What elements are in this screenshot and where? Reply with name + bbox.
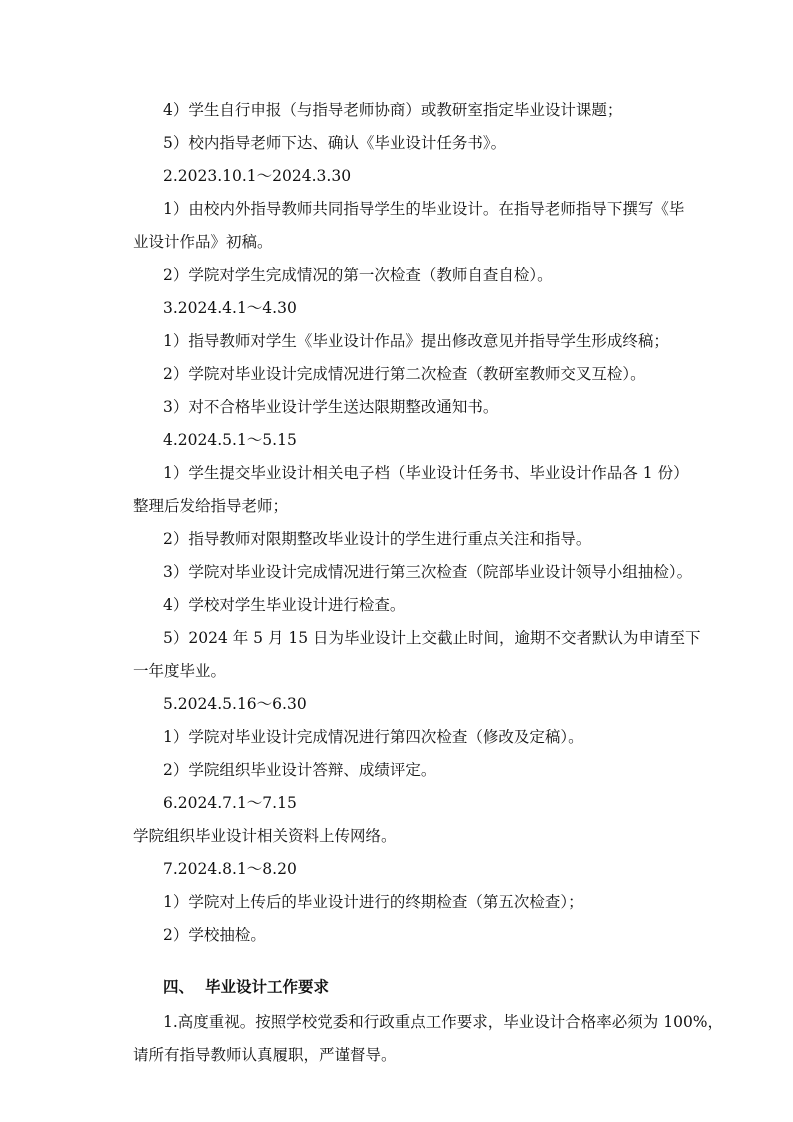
phase4-item-1-line-2: 整理后发给指导老师； bbox=[133, 497, 289, 515]
section-4-number: 四、 bbox=[163, 978, 195, 996]
phase5-item-2: 2）学院组织毕业设计答辩、成绩评定。 bbox=[163, 761, 437, 779]
section-4-item-1-line-1: 1.高度重视。按照学校党委和行政重点工作要求，毕业设计合格率必须为 100%， bbox=[163, 1013, 724, 1031]
section-4-title: 毕业设计工作要求 bbox=[205, 978, 330, 996]
phase2-date: 2.2023.10.1～2024.3.30 bbox=[163, 167, 352, 185]
phase4-item-2: 2）指导教师对限期整改毕业设计的学生进行重点关注和指导。 bbox=[163, 530, 592, 548]
phase2-item-1-line-1: 1）由校内外指导教师共同指导学生的毕业设计。在指导老师指导下撰写《毕 bbox=[163, 200, 685, 218]
phase2-item-1-line-2: 业设计作品》初稿。 bbox=[133, 233, 273, 251]
phase7-date: 7.2024.8.1～8.20 bbox=[163, 860, 297, 878]
phase7-item-1: 1）学院对上传后的毕业设计进行的终期检查（第五次检查）； bbox=[163, 893, 584, 911]
phase3-item-1: 1）指导教师对学生《毕业设计作品》提出修改意见并指导学生形成终稿； bbox=[163, 332, 669, 350]
phase1-item-4: 4）学生自行申报（与指导老师协商）或教研室指定毕业设计课题； bbox=[163, 101, 623, 119]
section-4-heading bbox=[163, 977, 329, 997]
phase6-text: 学院组织毕业设计相关资料上传网络。 bbox=[133, 827, 397, 845]
phase3-item-2: 2）学院对毕业设计完成情况进行第二次检查（教研室教师交叉互检）。 bbox=[163, 365, 646, 383]
section-4-item-1-line-2: 请所有指导教师认真履职，严谨督导。 bbox=[133, 1046, 397, 1064]
phase4-date: 4.2024.5.1～5.15 bbox=[163, 431, 297, 449]
phase4-item-1-line-1: 1）学生提交毕业设计相关电子档（毕业设计任务书、毕业设计作品各 1 份） bbox=[163, 464, 689, 482]
phase4-item-4: 4）学校对学生毕业设计进行检查。 bbox=[163, 596, 406, 614]
phase4-item-3: 3）学院对毕业设计完成情况进行第三次检查（院部毕业设计领导小组抽检）。 bbox=[163, 563, 693, 581]
phase3-item-3: 3）对不合格毕业设计学生送达限期整改通知书。 bbox=[163, 398, 499, 416]
phase4-item-5-line-2: 一年度毕业。 bbox=[133, 662, 227, 680]
phase2-item-2: 2）学院对学生完成情况的第一次检查（教师自查自检）。 bbox=[163, 266, 553, 284]
phase5-date: 5.2024.5.16～6.30 bbox=[163, 695, 307, 713]
phase4-item-5-line-1: 5）2024 年 5 月 15 日为毕业设计上交截止时间，逾期不交者默认为申请至下 bbox=[163, 629, 701, 647]
phase6-date: 6.2024.7.1～7.15 bbox=[163, 794, 297, 812]
phase3-date: 3.2024.4.1～4.30 bbox=[163, 299, 297, 317]
phase5-item-1: 1）学院对毕业设计完成情况进行第四次检查（修改及定稿）。 bbox=[163, 728, 584, 746]
phase7-item-2: 2）学校抽检。 bbox=[163, 926, 266, 944]
phase1-item-5: 5）校内指导老师下达、确认《毕业设计任务书》。 bbox=[163, 134, 507, 152]
